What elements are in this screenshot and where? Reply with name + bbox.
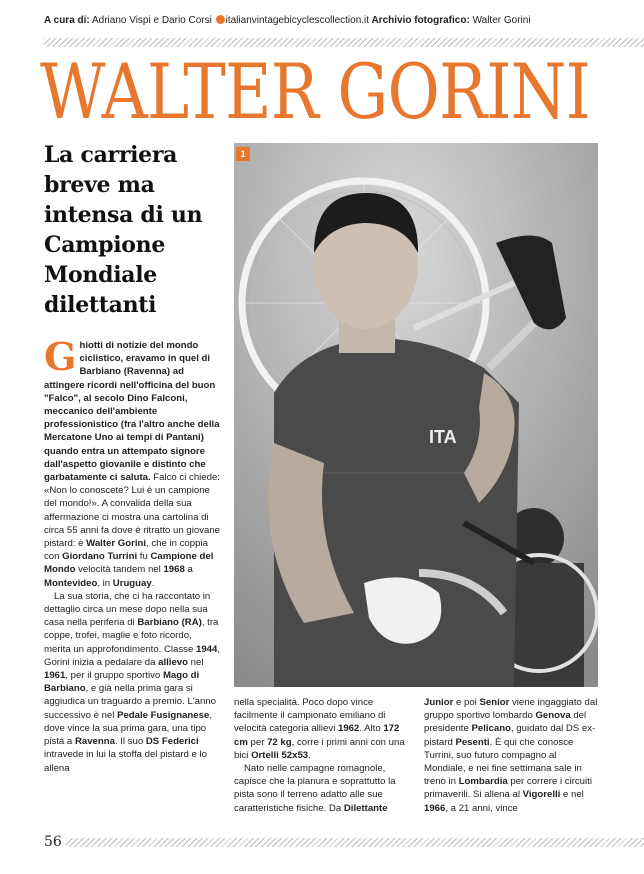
article-column-2: [234, 696, 408, 815]
bottom-hatch-divider: [66, 838, 644, 847]
drop-cap: G: [44, 334, 77, 379]
top-hatch-divider: [44, 38, 644, 47]
archive-name: Walter Gorini: [469, 15, 531, 26]
paragraph-3: nella specialità. Poco dopo vince facilmente il campionato emiliano di velocità categoria allievi 1962. Alto 172 cm per 72 kg, corre i primi anni con una bici Ortelli 52x53.: [234, 697, 405, 761]
paragraph-1: Ghiotti di notizie del mondo ciclistico, eravamo in quel di Barbiano (Ravenna) ad attingere ricordi nell'officina del buon "Falco", al secolo Dino Falconi, meccanico dell'ambiente professionistico (fra l'altro anche della Mercatone Uno ai tempi di Pantani) quando entra un attempato signore dall'aspetto giovanile e distinto che garbatamente ci saluta. Falco ci chiede: «Non lo conoscete? Lui è un campione del mondo!». A convalida della sua affermazione ci mostra una cartolina di circa 55 anni fa dove è ritratto un giovane pistard: è Walter Gorini, che in coppia con Giordano Turrini fu Campione del Mondo velocità tandem nel 1968 a Montevideo, in Uruguay.: [44, 334, 220, 589]
paragraph-4: Nato nelle campagne romagnole, capisce che la pianura e soprattutto la pista sono il terreno adatto alle sue caratteristiche fisiche. Da Dilettante: [234, 763, 396, 814]
credits-line: [44, 15, 531, 26]
archive-label: Archivio fotografico:: [369, 15, 470, 26]
cyclist-photo: [234, 143, 598, 687]
article-column-1: [44, 334, 220, 775]
page-title: WALTER GORINI: [40, 47, 591, 136]
photo-number-badge: 1: [236, 147, 250, 161]
page-number: 56: [44, 834, 62, 850]
website-link[interactable]: italianvintagebicyclescollection.it: [225, 15, 370, 26]
cyclist-photo-illustration: [234, 143, 598, 687]
svg-text:ITA: ITA: [429, 427, 457, 447]
paragraph-2: La sua storia, che ci ha raccontato in dettaglio circa un mese dopo nella sua casa nella periferia di Barbiano (RA), tra coppe, trofei, maglie e foto ricordo, merita un approfondimento. Classe 1944, Gorini inizia a pedalare da allievo nel 1961, per il gruppo sportivo Mago di Barbiano, e già nella prima gara si aggiudica un traguardo a premio. L'anno successivo è nel Pedale Fusignanese, dove vince la sua prima gara, una tipo pista a Ravenna. Il suo DS Federici intravede in lui la stoffa del pistard e lo allena: [44, 590, 220, 774]
paragraph-5: Junior e poi Senior viene ingaggiato dal gruppo sportivo lombardo Genova del presidente Pelicano, guidato dal DS ex-pistard Pesenti. È qui che conosce Turrini, suo futuro compagno al Mondiale, e nei fine settimana sale in treno in Lombardia per correre i circuiti primaverili. Si allena al Vigorelli e nel 1966, a 21 anni, vince: [424, 697, 598, 814]
curated-label: A cura di:: [44, 15, 90, 26]
curated-names: Adriano Vispi e Dario Corsi: [89, 15, 215, 26]
web-icon: [216, 15, 225, 24]
article-column-3: [424, 696, 598, 815]
article-subtitle: La carriera breve ma intensa di un Campione Mondiale dilettanti: [44, 142, 203, 318]
